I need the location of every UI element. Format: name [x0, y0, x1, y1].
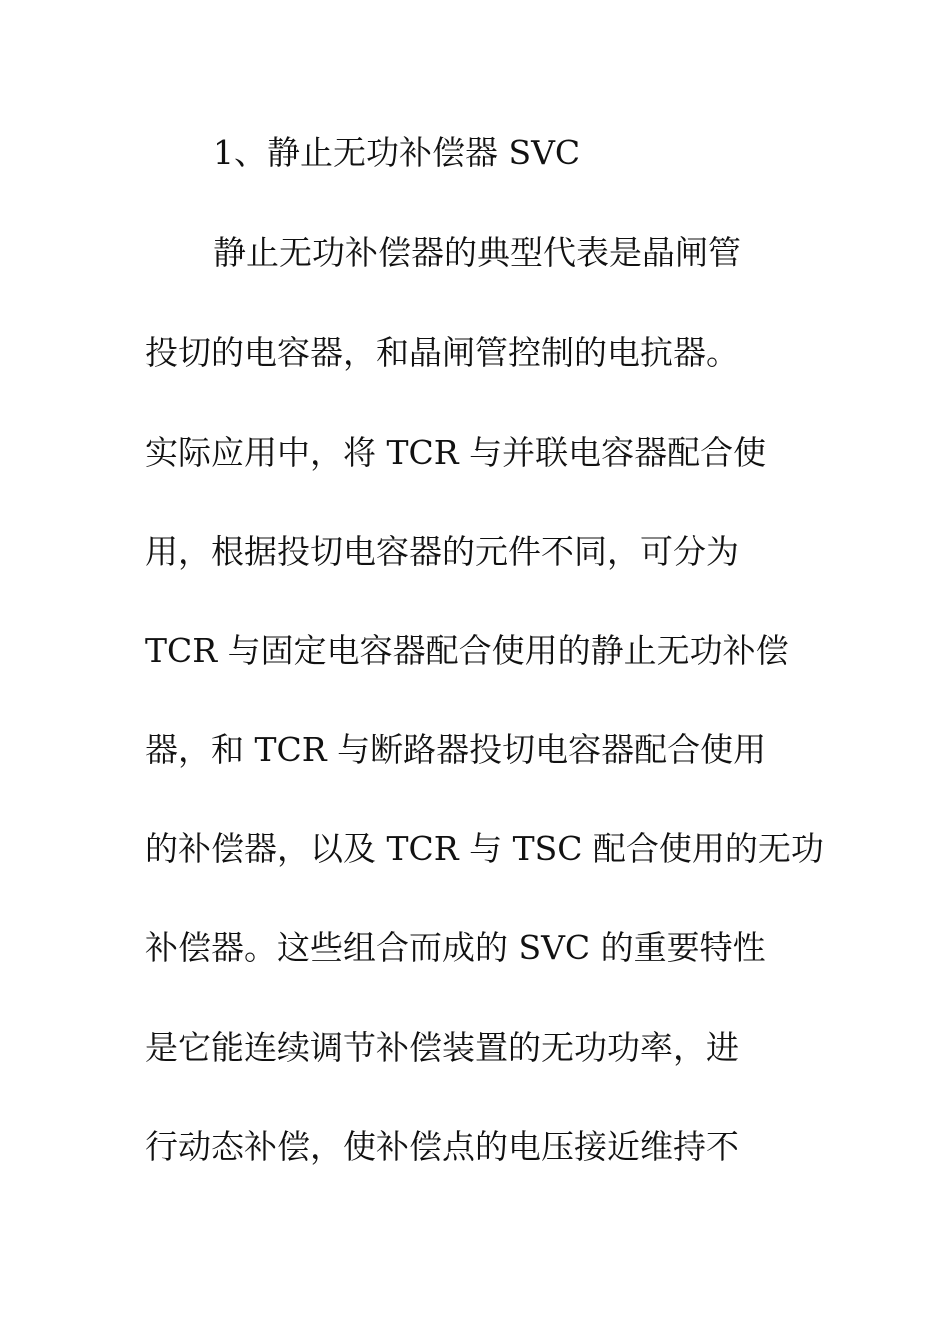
paragraph-line-2: 投切的电容器，和晶闸管控制的电抗器。: [145, 333, 739, 372]
paragraph-line-9: 是它能连续调节补偿装置的无功功率，进: [145, 1028, 739, 1067]
paragraph-line-3: 实际应用中，将 TCR 与并联电容器配合使: [145, 433, 767, 472]
paragraph-line-4: 用，根据投切电容器的元件不同，可分为: [145, 532, 739, 571]
paragraph-line-1: 静止无功补偿器的典型代表是晶闸管: [213, 233, 741, 272]
paragraph-line-10: 行动态补偿，使补偿点的电压接近维持不: [145, 1127, 739, 1166]
section-heading: 1、静止无功补偿器 SVC: [213, 133, 581, 172]
paragraph-line-8: 补偿器。这些组合而成的 SVC 的重要特性: [145, 928, 766, 967]
paragraph-line-6: 器，和 TCR 与断路器投切电容器配合使用: [145, 730, 767, 769]
paragraph-line-7: 的补偿器，以及 TCR 与 TSC 配合使用的无功: [145, 829, 824, 868]
paragraph-line-5: TCR 与固定电容器配合使用的静止无功补偿: [145, 631, 789, 670]
